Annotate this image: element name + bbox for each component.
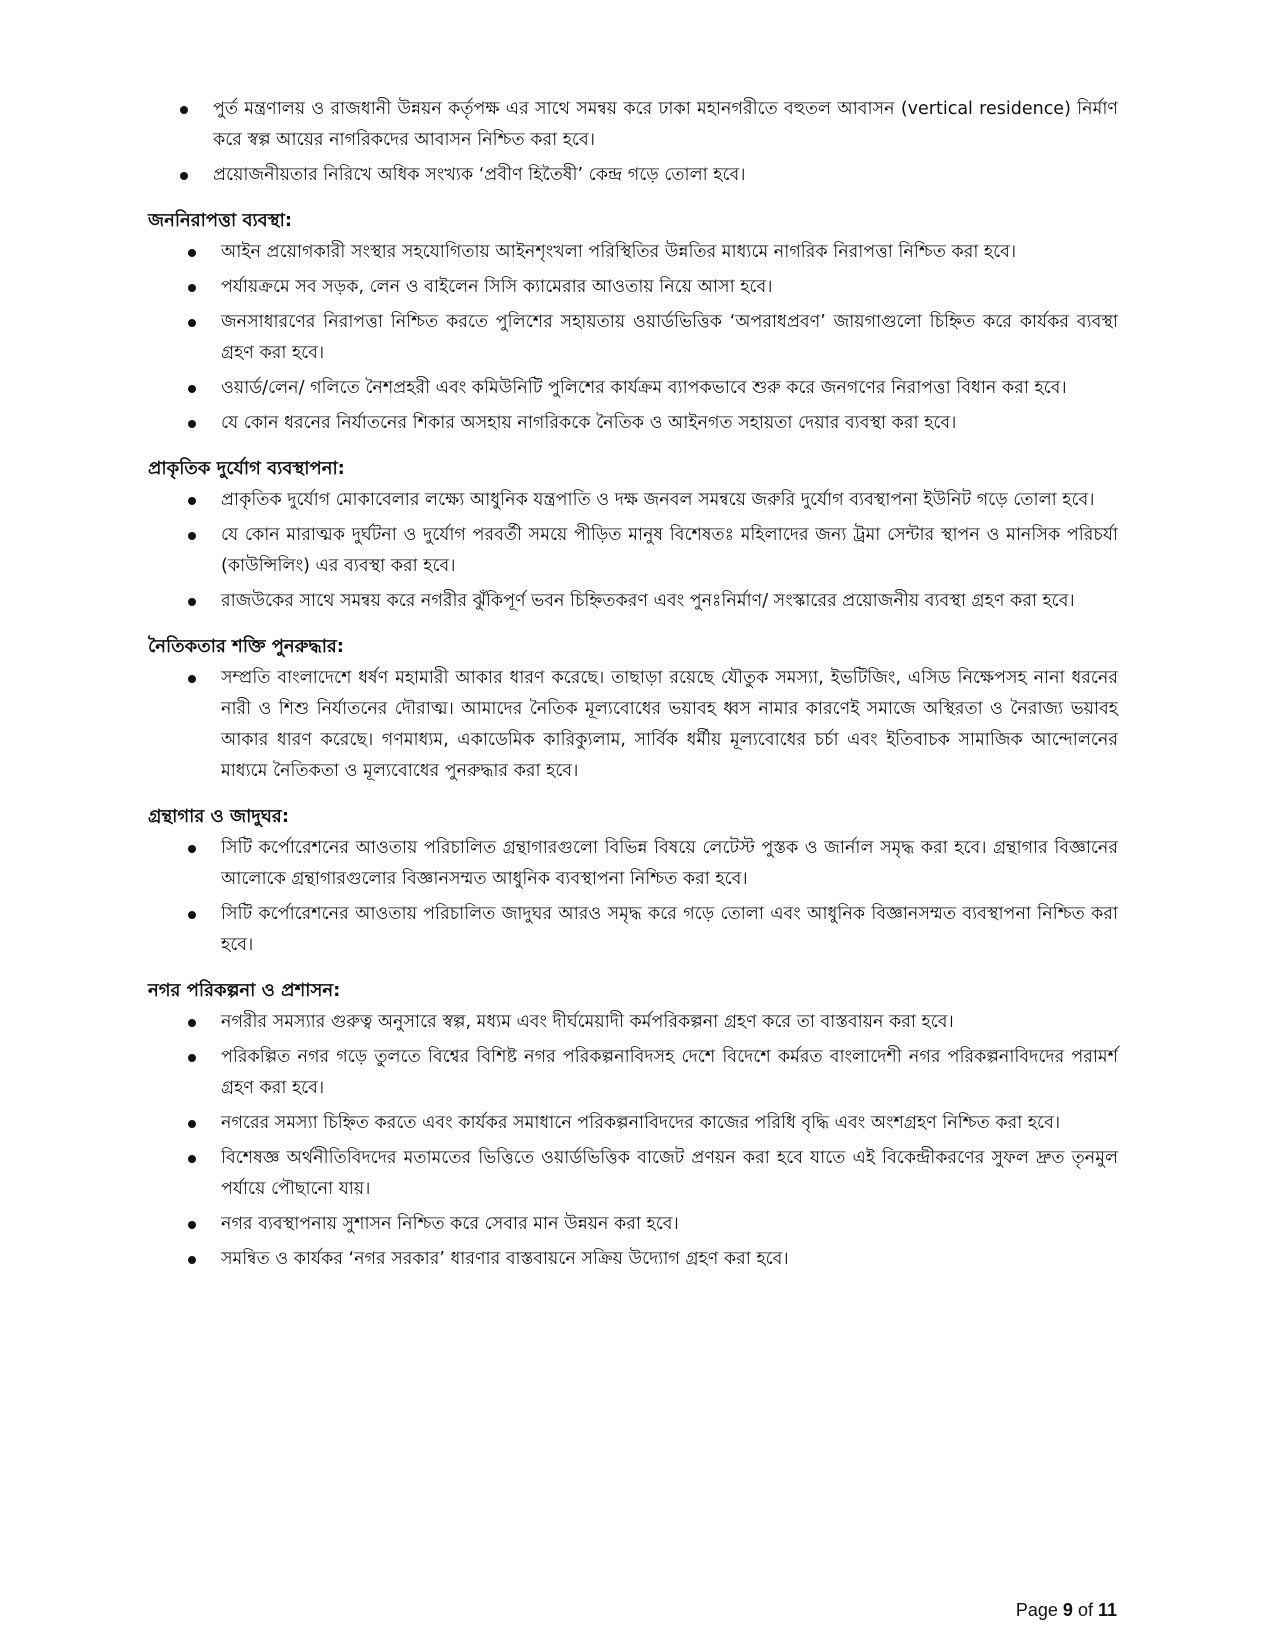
section-urban-planning — [148, 977, 1118, 1275]
list-item: নগর ব্যবস্থাপনায় সুশাসন নিশ্চিত করে সেবার মান উন্নয়ন করা হবে। — [188, 1209, 1118, 1240]
list-item: পর্যায়ক্রমে সব সড়ক, লেন ও বাইলেন সিসি ক্যামেরার আওতায় নিয়ে আসা হবে। — [188, 272, 1118, 303]
section-heading: প্রাকৃতিক দুর্যোগ ব্যবস্থাপনা: — [148, 458, 345, 479]
list-item: রাজউকের সাথে সমন্বয় করে নগরীর ঝুঁকিপূর্ণ ভবন চিহ্নিতকরণ এবং পুনঃনির্মাণ/ সংস্কারের প্রয়োজনীয় ব্যবস্থা গ্রহণ করা হবে। — [188, 586, 1118, 617]
total-pages: 11 — [1097, 1600, 1117, 1620]
section-heading: নগর পরিকল্পনা ও প্রশাসন: — [148, 980, 341, 1001]
list-item: প্রাকৃতিক দুর্যোগ মোকাবেলার লক্ষ্যে আধুনিক যন্ত্রপাতি ও দক্ষ জনবল সমন্বয়ে জরুরি দুর্যোগ ব্যবস্থাপনা ইউনিট গড়ে তোলা হবে। — [188, 485, 1118, 516]
list-item: সিটি কর্পোরেশনের আওতায় পরিচালিত গ্রন্থাগারগুলো বিভিন্ন বিষয়ে লেটেস্ট পুস্তক ও জার্নাল সমৃদ্ধ করা হবে। গ্রন্থাগার বিজ্ঞানের আলোকে গ্রন্থাগারগুলোর বিজ্ঞানসম্মত আধুনিক ব্যবস্থাপনা নিশ্চিত করা হবে। — [188, 833, 1118, 895]
section-disaster-management — [148, 455, 1118, 617]
list-item: যে কোন ধরনের নির্যাতনের শিকার অসহায় নাগরিককে নৈতিক ও আইনগত সহায়তা দেয়ার ব্যবস্থা করা হবে। — [188, 408, 1118, 439]
list-item: পরিকল্পিত নগর গড়ে তুলতে বিশ্বের বিশিষ্ট নগর পরিকল্পনাবিদসহ দেশে বিদেশে কর্মরত বাংলাদেশী নগর পরিকল্পনাবিদদের পরামর্শ গ্রহণ করা হবে। — [188, 1042, 1118, 1104]
page-footer — [1016, 1600, 1117, 1621]
bullet-list — [148, 833, 1118, 961]
list-item: পুর্ত মন্ত্রণালয় ও রাজধানী উন্নয়ন কর্তৃপক্ষ এর সাথে সমন্বয় করে ঢাকা মহানগরীতে বহুতল আবাসন (vertical residence) নির্মাণ করে স্বল্প আয়ের নাগরিকদের আবাসন নিশ্চিত করা হবে। — [180, 94, 1118, 156]
list-item: সিটি কর্পোরেশনের আওতায় পরিচালিত জাদুঘর আরও সমৃদ্ধ করে গড়ে তোলা এবং আধুনিক বিজ্ঞানসম্মত ব্যবস্থাপনা নিশ্চিত করা হবে। — [188, 899, 1118, 961]
list-item: ওয়ার্ড/লেন/ গলিতে নৈশপ্রহরী এবং কমিউনিটি পুলিশের কার্যক্রম ব্যাপকভাবে শুরু করে জনগণের নিরাপত্তা বিধান করা হবে। — [188, 373, 1118, 404]
bullet-list — [148, 237, 1118, 439]
page-number: 9 — [1062, 1600, 1073, 1620]
list-item: সম্প্রতি বাংলাদেশে ধর্ষণ মহামারী আকার ধারণ করেছে। তাছাড়া রয়েছে যৌতুক সমস্যা, ইভটিজিং, এসিড নিক্ষেপসহ নানা ধরনের নারী ও শিশু নির্যাতনের দৌরাত্ম। আমাদের নৈতিক মূল্যবোধের ভয়াবহ ধ্বস নামার কারণেই সমাজে অস্থিরতা ও নৈরাজ্য ভয়াবহ আকার ধারণ করেছে। গণমাধ্যম, একাডেমিক কারিক্যুলাম, সার্বিক ধর্মীয় মূল্যবোধের চর্চা এবং ইতিবাচক সামাজিক আন্দোলনের মাধ্যমে নৈতিকতা ও মূল্যবোধের পুনরুদ্ধার করা হবে। — [188, 663, 1118, 787]
section-library-museum — [148, 803, 1118, 961]
of-word: of — [1077, 1600, 1093, 1620]
list-item: সমন্বিত ও কার্যকর ‘নগর সরকার’ ধারণার বাস্তবায়নে সক্রিয় উদ্যোগ গ্রহণ করা হবে। — [188, 1244, 1118, 1275]
section-moral-revival — [148, 633, 1118, 787]
section-heading: জননিরাপত্তা ব্যবস্থা: — [148, 210, 293, 231]
section-heading: গ্রন্থাগার ও জাদুঘর: — [148, 806, 290, 827]
page-word: Page — [1015, 1600, 1058, 1620]
section-public-safety — [148, 207, 1118, 439]
bullet-list — [148, 1007, 1118, 1275]
list-item: যে কোন মারাত্মক দুর্ঘটনা ও দুর্যোগ পরবর্তী সময়ে পীড়িত মানুষ বিশেষতঃ মহিলাদের জন্য ট্রমা সেন্টার স্থাপন ও মানসিক পরিচর্যা (কাউন্সিলিং) এর ব্যবস্থা করা হবে। — [188, 520, 1118, 582]
list-item: জনসাধারণের নিরাপত্তা নিশ্চিত করতে পুলিশের সহায়তায় ওয়ার্ডভিত্তিক ‘অপরাধপ্রবণ’ জায়গাগুলো চিহ্নিত করে কার্যকর ব্যবস্থা গ্রহণ করা হবে। — [188, 307, 1118, 369]
intro-bullet-list — [148, 94, 1118, 191]
list-item: নগরের সমস্যা চিহ্নিত করতে এবং কার্যকর সমাধানে পরিকল্পনাবিদদের কাজের পরিধি বৃদ্ধি এবং অংশগ্রহণ নিশ্চিত করা হবে। — [188, 1108, 1118, 1139]
section-heading: নৈতিকতার শক্তি পুনরুদ্ধার: — [148, 636, 345, 657]
list-item: নগরীর সমস্যার গুরুত্ব অনুসারে স্বল্প, মধ্যম এবং দীর্ঘমেয়াদী কর্মপরিকল্পনা গ্রহণ করে তা বাস্তবায়ন করা হবে। — [188, 1007, 1118, 1038]
bullet-list — [148, 663, 1118, 787]
list-item: আইন প্রয়োগকারী সংস্থার সহযোগিতায় আইনশৃংখলা পরিস্থিতির উন্নতির মাধ্যমে নাগরিক নিরাপত্তা নিশ্চিত করা হবে। — [188, 237, 1118, 268]
list-item: প্রয়োজনীয়তার নিরিখে অধিক সংখ্যক ‘প্রবীণ হিতৈষী’ কেন্দ্র গড়ে তোলা হবে। — [180, 160, 1118, 191]
list-item: বিশেষজ্ঞ অর্থনীতিবিদদের মতামতের ভিত্তিতে ওয়ার্ডভিত্তিক বাজেট প্রণয়ন করা হবে যাতে এই বিকেন্দ্রীকরণের সুফল দ্রুত তৃনমুল পর্যায়ে পৌছানো যায়। — [188, 1143, 1118, 1205]
page-content — [148, 94, 1118, 1279]
bullet-list — [148, 485, 1118, 617]
